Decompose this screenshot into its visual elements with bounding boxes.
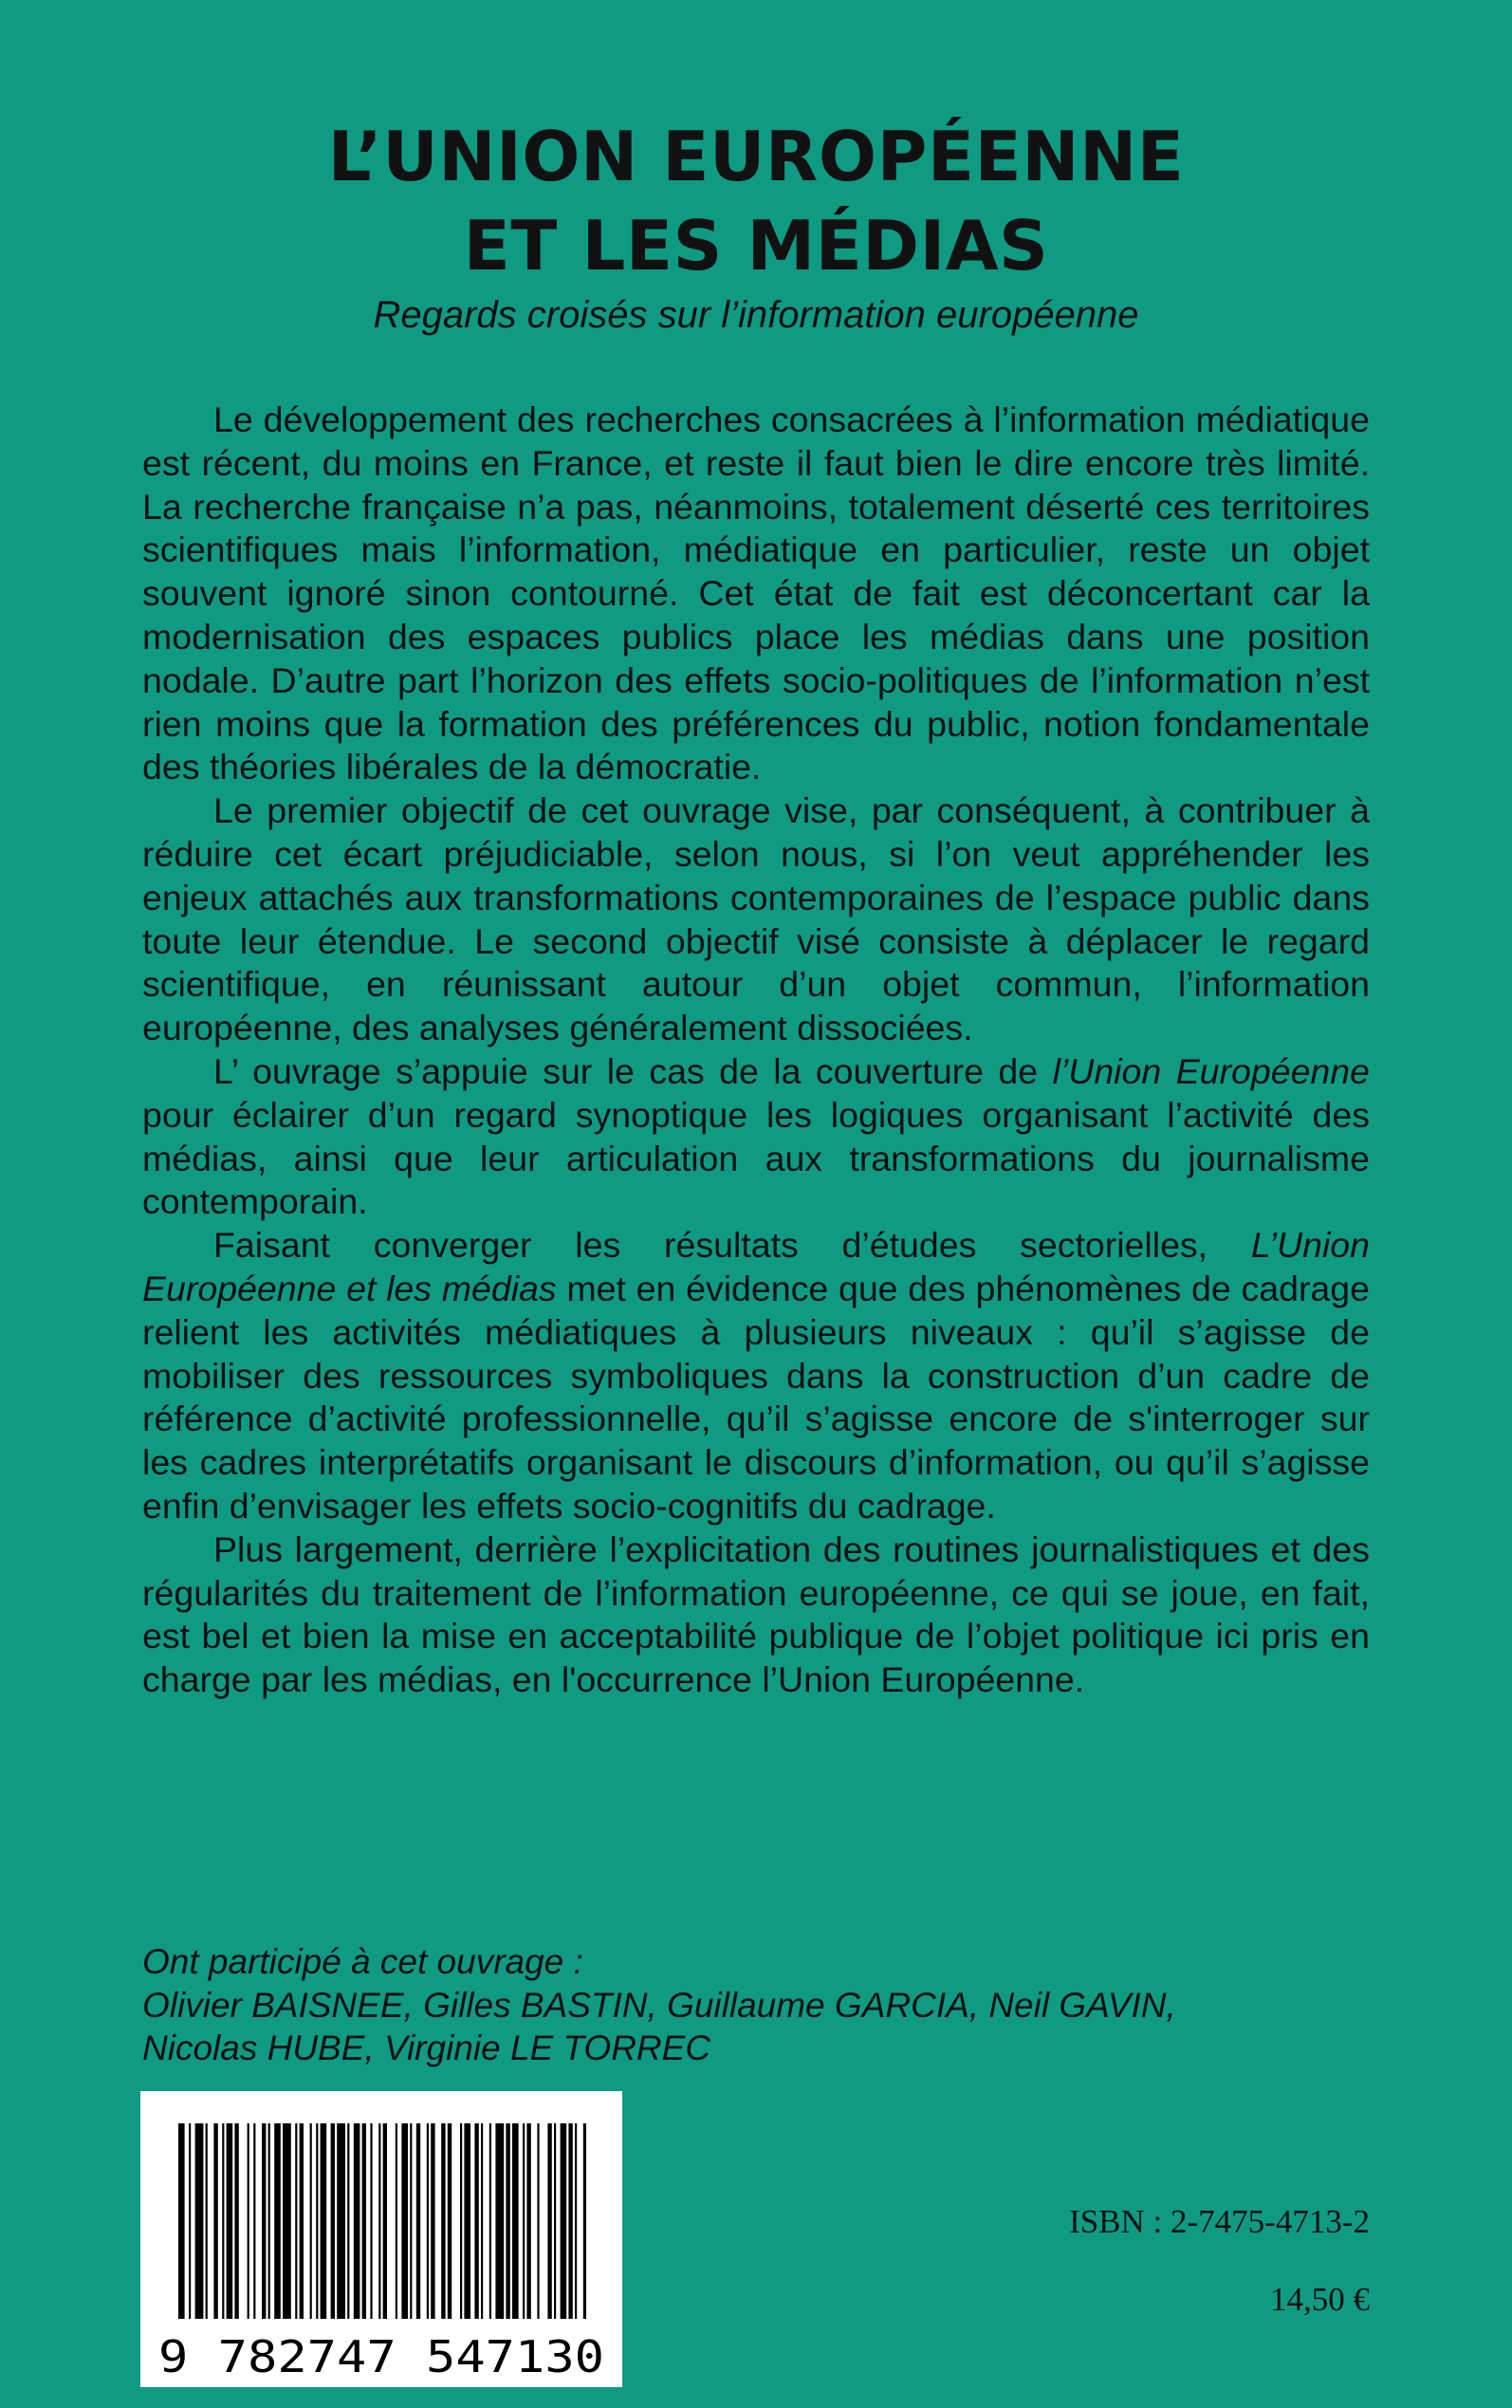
barcode-bar bbox=[547, 2123, 551, 2319]
paragraph-2: Le premier objectif de cet ouvrage vise, par conséquent, à contribuer à réduire cet écart préjudiciable, selon nous, si l’on veut appréhender les enjeux attachés aux transformations contemporaines de l’espace public dans toute leur étendue. Le second objectif visé consiste à déplacer le regard scientifique, en réunissant autour d’un objet commun, l’information européenne, des analyses généralement dissociées. bbox=[142, 790, 1370, 1048]
barcode-bar bbox=[362, 2123, 366, 2319]
barcode-bar bbox=[448, 2123, 452, 2319]
barcode-bar bbox=[561, 2123, 567, 2319]
barcode-bar bbox=[431, 2123, 434, 2319]
barcode-bar bbox=[222, 2123, 224, 2319]
barcode-bar bbox=[427, 2123, 429, 2319]
barcode-bar bbox=[583, 2123, 586, 2319]
barcode-bar bbox=[195, 2123, 204, 2319]
barcode-bar bbox=[460, 2123, 462, 2319]
barcode-bar bbox=[227, 2123, 233, 2319]
barcode-bar bbox=[489, 2123, 491, 2319]
barcode-bar bbox=[568, 2123, 572, 2319]
paragraph-4 bbox=[142, 1224, 1370, 1528]
barcode-bar bbox=[495, 2123, 504, 2319]
barcode-bar bbox=[206, 2123, 208, 2319]
barcode-bar bbox=[268, 2123, 270, 2319]
barcode-bar bbox=[554, 2123, 556, 2319]
barcode-bar bbox=[274, 2123, 281, 2319]
barcode-bar bbox=[416, 2123, 420, 2319]
barcode-bar bbox=[178, 2123, 185, 2319]
barcode-bar bbox=[481, 2123, 483, 2319]
paragraph-3-text-a: L’ ouvrage s’appuie sur le cas de la couverture de bbox=[213, 1050, 1053, 1091]
barcode-bar bbox=[575, 2123, 577, 2319]
barcode-bar bbox=[526, 2123, 530, 2319]
barcode bbox=[140, 2091, 622, 2387]
isbn: ISBN : 2-7475-4713-2 bbox=[1069, 2203, 1370, 2240]
barcode-bar bbox=[253, 2123, 255, 2319]
barcode-bar bbox=[234, 2123, 238, 2319]
barcode-bar bbox=[300, 2123, 304, 2319]
subtitle: Regards croisés sur l’information européenne bbox=[373, 294, 1139, 336]
barcode-bar bbox=[331, 2123, 335, 2319]
barcode-bar bbox=[248, 2123, 249, 2319]
paragraph-3 bbox=[142, 1050, 1370, 1224]
paragraph-5: Plus largement, derrière l’explicitation des routines journalistiques et des régularités du traitement de l’information européenne, ce qui se joue, en fait, est bel et bien la mise en acceptabilité publique de l’objet politique ici pris en charge par les médias, en l'occurrence l’Union Européenne. bbox=[142, 1528, 1370, 1700]
paragraph-4-emphasis: L’Union Européenne et les médias bbox=[142, 1225, 1370, 1308]
barcode-bar bbox=[441, 2123, 445, 2319]
contributors-heading: Ont participé à cet ouvrage : bbox=[142, 1942, 583, 1981]
barcode-bar bbox=[295, 2123, 297, 2319]
barcode-bar bbox=[316, 2123, 318, 2319]
barcode-bar bbox=[410, 2123, 412, 2319]
contributors bbox=[142, 1940, 1370, 2070]
barcode-bar bbox=[262, 2123, 266, 2319]
barcode-bar bbox=[378, 2123, 380, 2319]
barcode-bar bbox=[464, 2123, 470, 2319]
title-line-1: L’UNION EUROPÉENNE bbox=[327, 117, 1185, 196]
barcode-bar bbox=[189, 2123, 191, 2319]
contributors-line-1: Olivier BAISNEE, Gilles BASTIN, Guillaume GARCIA, Neil GAVIN, bbox=[142, 1985, 1176, 2025]
blurb bbox=[142, 398, 1370, 1702]
barcode-bar bbox=[213, 2123, 217, 2319]
paragraph-3-text-b: pour éclairer d’un regard synoptique les logiques organisant l’activité des médias, ainsi que leur articulation aux transformations du journalisme contemporain. bbox=[142, 1094, 1370, 1222]
barcode-bar bbox=[283, 2123, 291, 2319]
barcode-bar bbox=[347, 2123, 349, 2319]
barcode-bar bbox=[523, 2123, 525, 2319]
barcode-digits: 9 782747 547130 bbox=[158, 2331, 604, 2382]
title-line-2: ET LES MÉDIAS bbox=[463, 206, 1049, 286]
barcode-bar bbox=[512, 2123, 519, 2319]
barcode-bar bbox=[396, 2123, 397, 2319]
barcode-bar bbox=[401, 2123, 408, 2319]
barcode-bar bbox=[310, 2123, 312, 2319]
barcode-bar bbox=[506, 2123, 509, 2319]
barcode-bar bbox=[321, 2123, 327, 2319]
paragraph-1: Le développement des recherches consacrées à l’information médiatique est récent, du moins en France, et reste il faut bien le dire encore très limité. La recherche française n’a pas, néanmoins, totalement déserté ces territoires scientifiques mais l’information, médiatique en particulier, reste un objet souvent ignoré sinon contourné. Cet état de fait est déconcertant car la modernisation des espaces publics place les médias dans une position nodale. D’autre part l’horizon des effets socio-politiques de l’information n’est rien moins que la formation des préférences du public, notion fondamentale des théories libérales de la démocratie. bbox=[142, 399, 1370, 787]
paragraph-3-emphasis: l’Union Européenne bbox=[1052, 1050, 1370, 1091]
paragraph-4-text-a: Faisant converger les résultats d’études sectorielles, bbox=[213, 1225, 1251, 1266]
contributors-line-2: Nicolas HUBE, Virginie LE TORREC bbox=[142, 2028, 711, 2067]
barcode-bar bbox=[337, 2123, 345, 2319]
barcode-bar bbox=[354, 2123, 360, 2319]
price: 14,50 € bbox=[1270, 2281, 1370, 2318]
barcode-bar bbox=[383, 2123, 387, 2319]
barcode-bar bbox=[370, 2123, 372, 2319]
barcode-bar bbox=[474, 2123, 478, 2319]
barcode-graphic bbox=[140, 2091, 622, 2387]
barcode-bar bbox=[537, 2123, 539, 2319]
paragraph-4-text-b: met en évidence que des phénomènes de cadrage relient les activités médiatiques à plusieurs niveaux : qu’il s’agisse de mobiliser des ressources symboliques dans la construction d’un cadre de référence d’activité professionnelle, qu’il s’agisse encore de s'interroger sur les cadres interprétatifs organisant le discours d’information, ou qu’il s’agisse enfin d’envisager les effets socio-cognitifs du cadrage. bbox=[142, 1268, 1371, 1526]
